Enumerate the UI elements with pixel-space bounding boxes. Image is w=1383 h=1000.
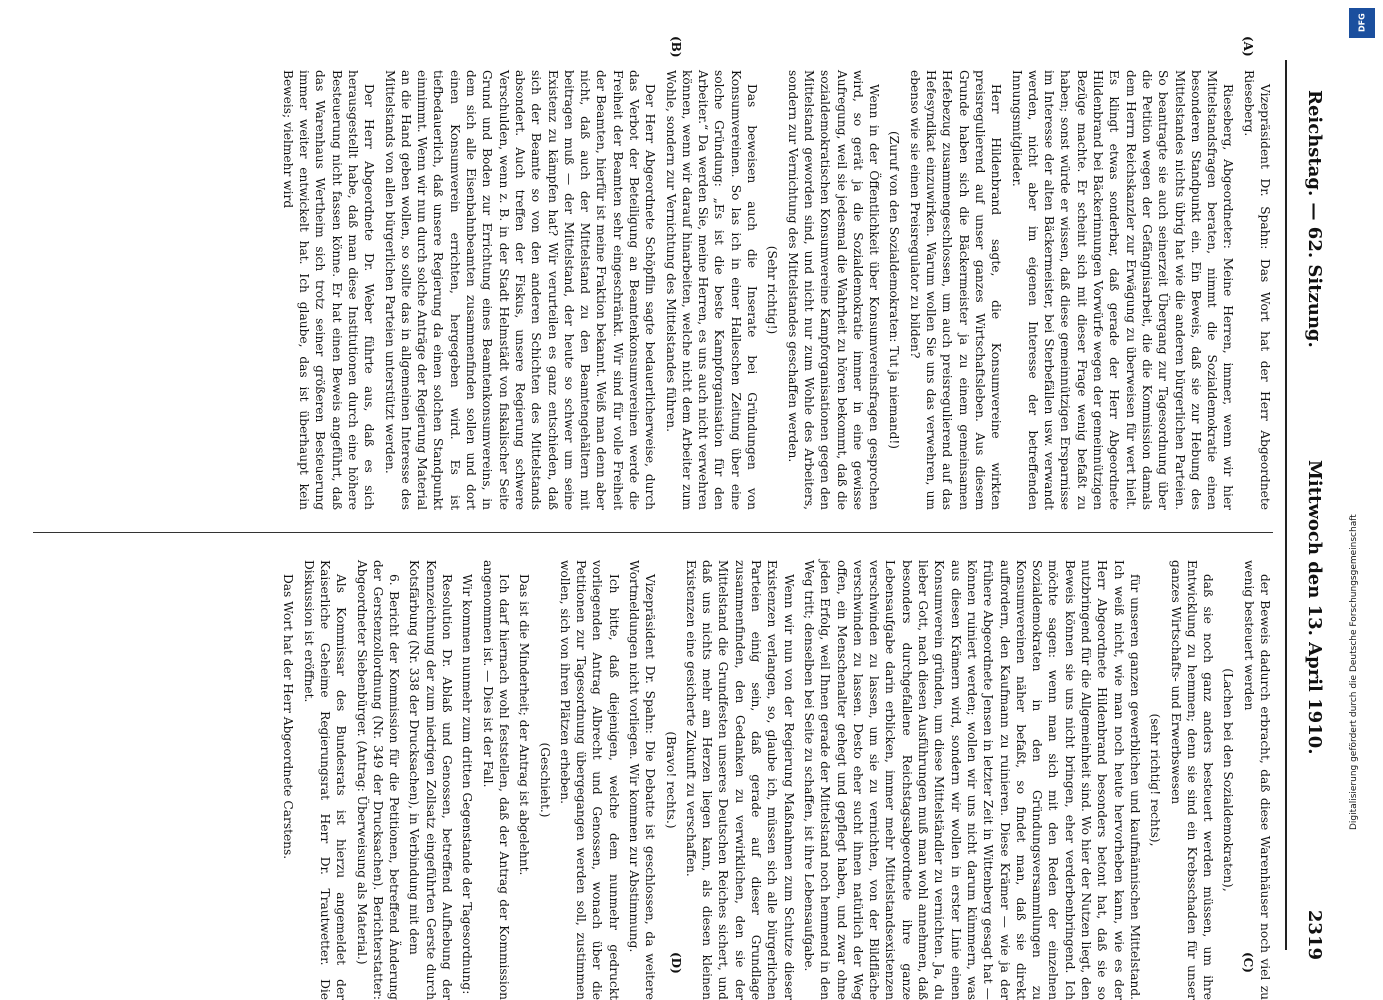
paragraph: Der Herr Abgeordnete Schöpflin sagte bedauerlicherweise, durch das Verbot der Beteiligung an Beamtenkonsumvereinen werde die Freiheit der Beamten sehr eingeschränkt. Wir sind für volle Freiheit der Beamten, hierfür ist meine Fraktion bekannt. Weiß man denn aber nicht, daß auch der Mittelstand zu den Beamtengehältern mit beitragen muß — der Mittelstand, der heute so schwer um seine Existenz zu kämpfen hat? Wir verurteilen es ganz entschieden, daß sich der Beamte so von den anderen Schichten des Mittelstands absondert. Auch treffen der Fiskus, unsere Regierung schwere Verschulden, wenn z. B. in der Stadt Helmstädt von fiskalischer Seite Grund und Boden zur Errichtung eines Beamtenkonsumvereins, in dem sich alle Eisenbahnbeamten zusammenfinden sollen und dort einen Konsumverein errichten, hergegeben wird. Es ist tiefbedauerlich, daß unsere Regierung da einen solchen Standpunkt einnimmt. Wenn wir nun durch solche Anträge der Regierung Material an die Hand geben wollen, so sollte das in allgemeinen Interesse des Mittelstands von allen bürgerlichen Parteien unterstützt werden. [382, 70, 658, 510]
header-left: Reichstag. — 62. Sitzung. [1304, 90, 1325, 348]
interjection: (Zuruf von den Sozialdemokraten: Tut ja niemand!) [887, 130, 902, 450]
paragraph: Als Kommissar des Bundesrats ist hierzu angemeldet der Kaiserliche Geheime Regierungsrat Herr Dr. Trautwetter. Die Diskussion ist eröffnet. [301, 560, 349, 1000]
paragraph: Das ist die Minderheit; der Antrag ist abgelehnt. [517, 574, 532, 876]
paragraph: Vizepräsident Dr. Spahn: Die Debatte ist geschlossen, da weitere Wortmeldungen nicht vorliegen. Wir kommen zur Abstimmung. [627, 560, 658, 1000]
paragraph: für unseren ganzen gewerblichen und kaufmännischen Mittelstand. Ich weiß nicht, wie man noch heute hervorheben kann, wie es der Herr Abgeordnete Hildenbrand besonders betont hat, daß sie so nutzbringend für die Allgemeinheit sind. Wo hier der Nutzen liegt, den Beweis können sie uns nicht bringen, eher verderbenbringend. Ich möchte sagen: wenn man sich mit den Reden der einzelnen Sozialdemokraten in den Gründungsversammlungen zu Konsumvereinen näher befaßt, so findet man, daß sie direkt auffordern, den Kaufmann zu ruinieren. Diese Krämer — wie ja der frühere Abgeordnete Jensen in letzter Zeit in Wittenberg gesagt hat — können ruiniert werden; wollen wir uns nicht darum kümmern, was aus diesen Krämern wird, sondern wir wollen in erster Linie einen Konsumverein gründen, um diese Mittelständler zu vernichten. Ja, du lieber Gott, nach diesen Ausführungen muß man wohl annehmen, daß besonders durchgefallene Reichstagsabgeordnete ihre ganze Lebensaufgabe darin erblicken, immer mehr Mittelstandsexistenzen verschwinden zu lassen, um sie zu vernichten, von der Bildfläche verschwinden zu lassen. Desto eher sucht ihnen natürlich der Weg offen, ein Menschenalter gehegt und gepflegt haben, und zwar ohne jeden Erfolg, weil Ihnen gerade der Mittelstand noch hemmend in den Weg tritt; denselben bei Seite zu schaffen, ist ihre Lebensaufgabe. [801, 560, 1142, 1000]
paragraph: Ich bitte, daß diejenigen, welche dem nunmehr gedruckt vorliegenden Antrag Albrecht und Genossen, wonach über die Petitionen zur Tagesordnung übergegangen werden soll, zustimmen wollen, sich von ihren Plätzen erheben. [557, 560, 621, 1000]
left-column [275, 70, 1273, 510]
interjection: (Bravo! rechts.) [663, 731, 678, 829]
paragraph: Rieseberg, Abgeordneter: Meine Herren, immer, wenn wir hier Mittelstandsfragen beraten, nimmt die Sozialdemokratie einen besonderen Standpunkt ein. Ein Beweis, daß sie zur Hebung des Mittelstandes nichts übrig hat wie die anderen bürgerlichen Parteien. So beantragte sie auch seinerzeit Übergang zur Tagesordnung über die Petition wegen der Gefängnisarbeit, die die Kommission damals dem Herrn Reichskanzler zur Erwägung zu überweisen für wert hielt. Es klingt etwas sonderbar, daß gerade der Herr Abgeordnete Hildenbrand bei Bäckerinnungen Vorwürfe wegen der gemeinnützigen Bezüge machte. Er scheint sich mit dieser Frage wenig befaßt zu haben; sonst würde er wissen, daß diese gemeinnützigen Ersparnisse im Interesse der alten Bäckermeister, bei Sterbefällen usw. verwandt werden, nicht aber im eigenen Interesse der betreffenden Innungsmitglieder. [1009, 70, 1236, 510]
paragraph: Ich darf hiernach wohl feststellen, daß der Antrag der Kommission angenommen ist. — Dies ist der Fall. [480, 560, 511, 1000]
margin-marker-b: (B) [669, 36, 683, 58]
interjection: (Lachen bei den Sozialdemokraten), [1221, 668, 1236, 892]
digitization-note [1345, 230, 1365, 830]
header-date: Mittwoch den 13. April 1910. [1304, 460, 1325, 755]
paragraph: Herr Hildenbrand sagte, die Konsumvereine wirkten preisregulierend auf unser ganzes Wirtschaftsleben. Aus diesem Grunde haben sich die Bäckermeister ja zu einem gemeinsamen Hefebezug zusammengeschlossen, um auch preisregulierend auf das Hefesyndikat einzuwirken. Warum wollen Sie uns das verwehren, um ebenso wie sie einen Preisregulator zu bilden? [907, 70, 1004, 510]
dfg-logo: DFG [1349, 8, 1375, 38]
paragraph: Das Wort hat der Herr Abgeordnete Carstens. [281, 574, 296, 860]
agenda-item: Resolution Dr. Ablaß und Genossen, betreffend Aufhebung der Kennzeichnung der zum niedrigen Zollsatz eingeführten Gerste durch Kotsfärbung (Nr. 338 der Drucksachen), in Verbindung mit dem [407, 560, 455, 1000]
paragraph: Der Herr Abgeordnete Dr. Weber führte aus, daß es sich herausgestellt habe, daß man diese Institutionen durch eine höhere Besteuerung nicht fassen könne. Er hat einen Beweis angeführt, daß das Warenhaus Wertheim sich trotz seiner größeren Besteuerung immer weiter entwickelt hat. Ich glaube, das ist überhaupt kein Beweis; vielmehr wird [280, 70, 377, 510]
agenda-item: 6. Bericht der Kommission für die Petitionen, betreffend Änderung der Gerstenzollordnung (Nr. 349 der Drucksachen). Berichterstatter: Abgeordneter Siebenbürger. (Antrag: Überweisung als Material.) [354, 560, 402, 1000]
paragraph: der Beweis dadurch erbracht, daß diese Warenhäuser noch viel zu wenig besteuert werden [1241, 560, 1272, 1000]
page-header [1293, 40, 1333, 970]
right-column [276, 560, 1273, 1000]
margin-marker-c: (C) [1241, 952, 1255, 973]
interjection: (Geschieht.) [537, 742, 552, 818]
margin-marker-d: (D) [669, 952, 683, 974]
column-divider [33, 532, 1273, 533]
digitization-text: Digitalisierung gefördert durch die Deutsche Forschungsgemeinschaft [1349, 514, 1359, 830]
interjection: (Sehr richtig!) [765, 245, 780, 335]
interjection: (sehr richtig! rechts), [1148, 713, 1163, 847]
page-number: 2319 [1304, 909, 1325, 960]
margin-marker-a: (A) [1241, 36, 1255, 57]
paragraph: Wenn wir nun von der Regierung Maßnahmen zum Schutze dieser Existenzen verlangen, so, glaube ich, müssen sich alle bürgerlichen Parteien einig sein, daß gerade auf dieser Grundlage zusammenfinden, den Gedanken zu verwirklichen, den sie der Mittelstand die Grundfesten unseres Deutschen Reiches sichert, und daß uns nichts mehr am Herzen liegen kann, als diesen kleinen Existenzen eine gesicherte Zukunft zu verschaffen. [683, 560, 796, 1000]
paragraph: Wir kommen nunmehr zum dritten Gegenstande der Tagesordnung: [460, 574, 475, 995]
paragraph: Vizepräsident Dr. Spahn: Das Wort hat der Herr Abgeordnete Rieseberg. [1241, 70, 1272, 510]
paragraph: daß sie noch ganz anders besteuert werden müssen, um ihre Entwicklung zu hemmen; denn sie sind ein Krebsschaden für unser ganzes Wirtschafts- und Erwerbswesen [1168, 560, 1216, 1000]
paragraph: Wenn in der Öffentlichkeit über Konsumvereinsfragen gesprochen wird, so gerät ja die Sozialdemokratie immer in eine gewisse Aufregung, weil sie jedesmal die Wahrheit zu hören bekommt, daß die sozialdemokratischen Konsumvereine Kampforganisationen gegen den Mittelstand geworden sind, und nicht nur zum Wohle des Arbeiters, sondern zur Vernichtung des Mittelstandes geschaffen werden. [785, 70, 882, 510]
header-rule [1285, 60, 1287, 950]
paragraph: Das beweisen auch die Inserate bei Gründungen von Konsumvereinen. So las ich in einer Halleschen Zeitung über eine solche Gründung: „Es ist die beste Kampforganisation für den Arbeiter.“ Da werden Sie, meine Herren, es uns auch nicht verwehren können, wenn wir darauf hinarbeiten, welche nicht dem Arbeiter zum Wohle, sondern zur Vernichtung des Mittelstandes führen. [663, 70, 760, 510]
